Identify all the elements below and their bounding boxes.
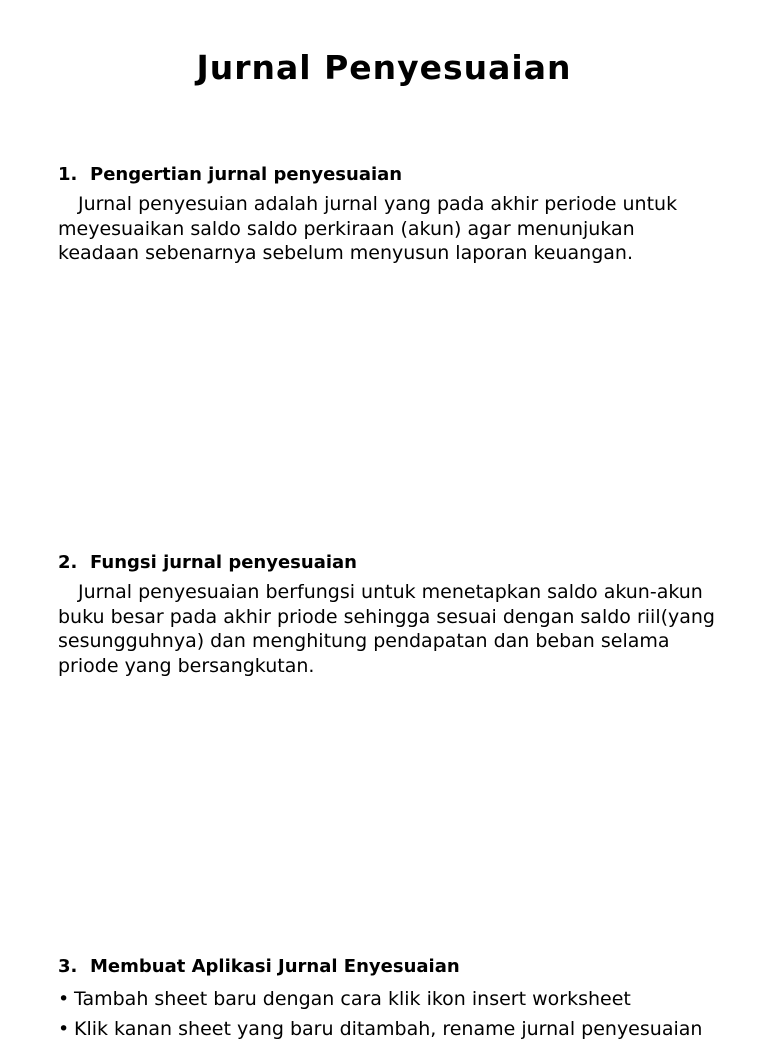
section-heading-text: Fungsi jurnal penyesuaian	[90, 552, 357, 573]
section-body: Jurnal penyesuaian berfungsi untuk menetapkan saldo akun-akun buku besar pada akhir priode sehingga sesuai dengan saldo riil(yang sesungguhnya) dan menghitung pendapatan dan beban selama priode yang bersangkutan.	[58, 581, 715, 677]
section-heading	[58, 162, 718, 188]
list-item-text: Tambah sheet baru dengan cara klik ikon insert worksheet	[74, 988, 631, 1010]
list-item	[58, 984, 718, 1014]
section-number: 3.	[58, 956, 78, 977]
section-heading-text: Membuat Aplikasi Jurnal Enyesuaian	[90, 956, 460, 977]
section-membuat-aplikasi	[58, 954, 718, 1044]
page-title: Jurnal Penyesuaian	[196, 48, 572, 87]
section-number: 2.	[58, 552, 78, 573]
bullet-icon: •	[58, 1018, 70, 1040]
bullet-list	[58, 984, 718, 1044]
section-fungsi	[58, 550, 718, 678]
section-number: 1.	[58, 164, 78, 185]
section-heading	[58, 550, 718, 576]
section-heading	[58, 954, 718, 980]
section-body: Jurnal penyesuian adalah jurnal yang pada akhir periode untuk meyesuaikan saldo saldo perkiraan (akun) agar menunjukan keadaan sebenarnya sebelum menyusun laporan keuangan.	[58, 193, 678, 264]
section-pengertian	[58, 162, 718, 266]
section-heading-text: Pengertian jurnal penyesuaian	[90, 164, 403, 185]
bullet-icon: •	[58, 988, 70, 1010]
list-item-text: Klik kanan sheet yang baru ditambah, rename jurnal penyesuaian	[74, 1018, 703, 1040]
list-item	[58, 1014, 718, 1044]
